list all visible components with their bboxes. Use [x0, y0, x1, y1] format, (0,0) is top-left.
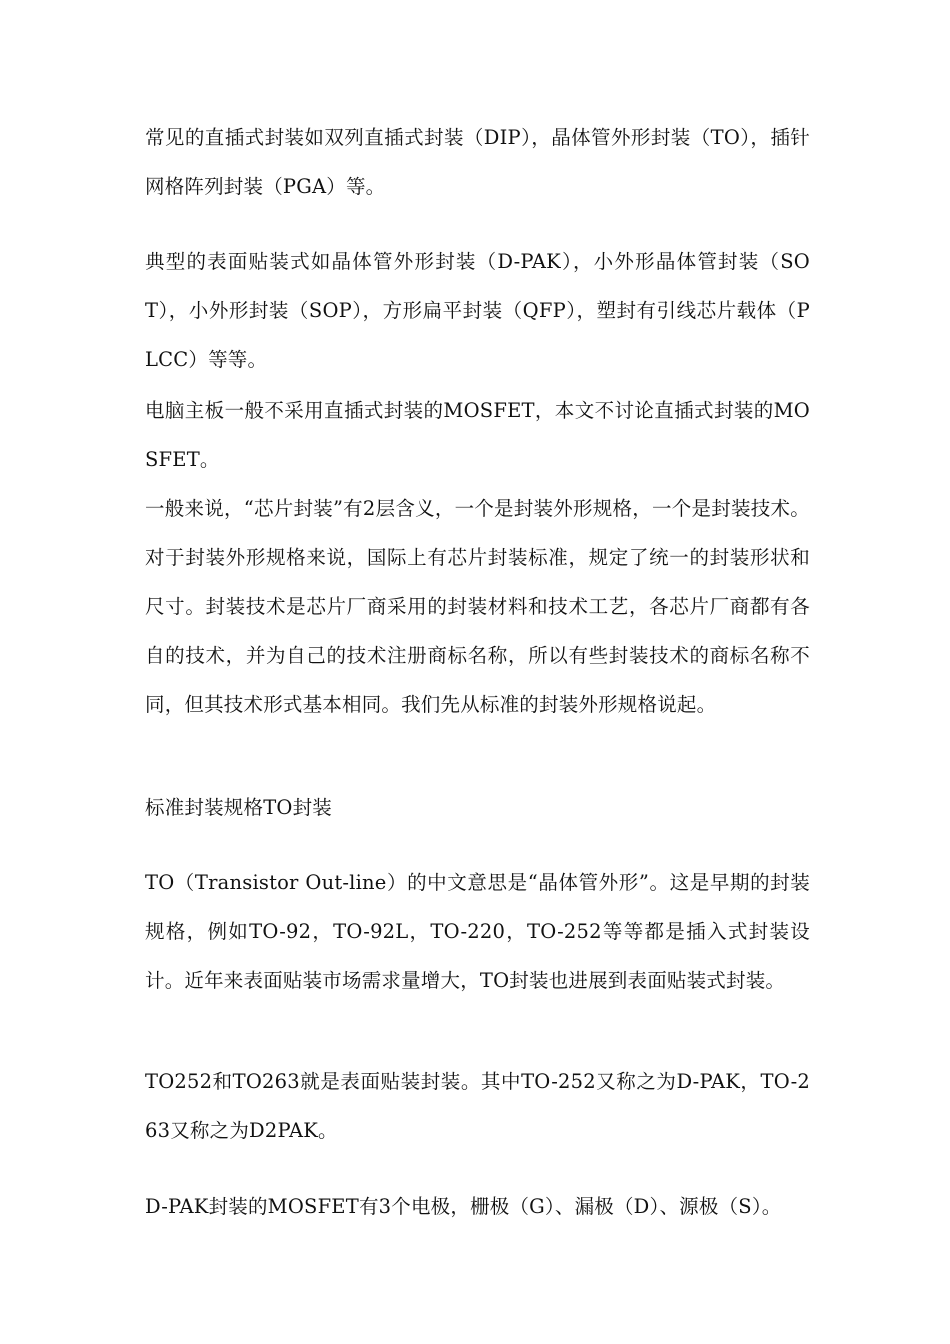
paragraph-to-definition: TO（Transistor Out-line）的中文意思是“晶体管外形”。这是早期的封装规格，例如TO-92，TO-92L，TO-220，TO-252等等都是插入式封装设计。近年来表面贴装市场需求量增大，TO封装也进展到表面贴装式封装。 — [145, 871, 810, 992]
paragraph-through-hole-packages: 常见的直插式封装如双列直插式封装（DIP），晶体管外形封装（TO），插针网格阵列封装（PGA）等。 — [145, 126, 810, 198]
section-heading-to-package: 标准封装规格TO封装 — [145, 796, 332, 819]
paragraph-chip-packaging-meaning: 一般来说，“芯片封装”有2层含义，一个是封装外形规格，一个是封装技术。对于封装外形规格来说，国际上有芯片封装标准，规定了统一的封装形状和尺寸。封装技术是芯片厂商采用的封装材料和技术工艺，各芯片厂商都有各自的技术，并为自己的技术注册商标名称，所以有些封装技术的商标名称不同，但其技术形式基本相同。我们先从标准的封装外形规格说起。 — [145, 497, 810, 716]
paragraph-surface-mount-packages: 典型的表面贴装式如晶体管外形封装（D-PAK），小外形晶体管封装（SOT），小外形封装（SOP），方形扁平封装（QFP），塑封有引线芯片载体（PLCC）等等。 — [145, 250, 810, 371]
paragraph-motherboard-mosfet: 电脑主板一般不采用直插式封装的MOSFET，本文不讨论直插式封装的MOSFET。 — [145, 399, 810, 471]
paragraph-dpak-electrodes: D-PAK封装的MOSFET有3个电极，栅极（G）、漏极（D）、源极（S）。 — [145, 1195, 782, 1218]
paragraph-to252-to263: TO252和TO263就是表面贴装封装。其中TO-252又称之为D-PAK，TO-263又称之为D2PAK。 — [145, 1070, 810, 1142]
